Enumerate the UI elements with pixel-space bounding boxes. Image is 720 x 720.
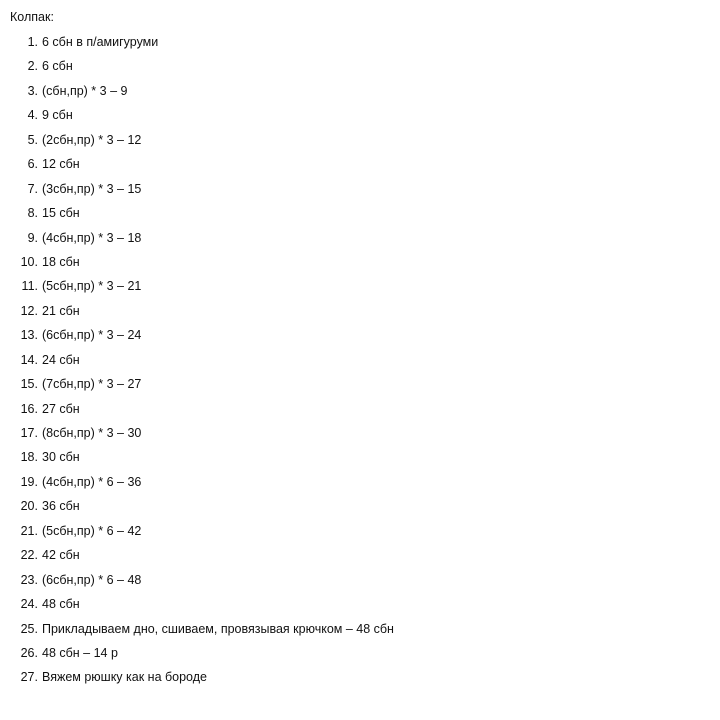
step-text: (6сбн,пр) * 6 – 48 <box>42 572 142 587</box>
step-text: (сбн,пр) * 3 – 9 <box>42 83 128 98</box>
step-number: 1. <box>27 35 38 49</box>
step-text: 6 сбн в п/амигуруми <box>42 35 159 49</box>
step-text: 48 сбн – 14 р <box>42 645 118 660</box>
step-text: 6 сбн <box>42 59 73 74</box>
step-number: 22. <box>20 548 38 563</box>
step-text: (8сбн,пр) * 3 – 30 <box>42 426 142 440</box>
step-number: 11. <box>21 279 38 294</box>
step-number: 25. <box>20 621 38 636</box>
step-text: (6сбн,пр) * 3 – 24 <box>42 328 142 343</box>
step-text: 27 сбн <box>42 401 80 416</box>
step-number: 6. <box>27 157 38 172</box>
step-number: 27. <box>20 670 38 685</box>
step-number: 21. <box>20 523 38 538</box>
step-text: 12 сбн <box>42 157 80 172</box>
step-text: 48 сбн <box>42 597 80 612</box>
step-number: 8. <box>27 206 38 221</box>
step-number: 4. <box>27 108 38 123</box>
step-number: 3. <box>27 83 38 98</box>
step-number: 13. <box>20 328 38 343</box>
step-text: 9 сбн <box>42 108 73 123</box>
step-text: (7сбн,пр) * 3 – 27 <box>42 377 142 392</box>
step-text: 24 сбн <box>42 352 80 367</box>
step-number: 15. <box>20 377 38 392</box>
step-number: 19. <box>20 474 38 489</box>
step-number: 18. <box>20 450 38 465</box>
step-number: 5. <box>27 132 38 147</box>
document-title: Колпак: <box>10 10 54 24</box>
step-text: Прикладываем дно, сшиваем, провязывая крючком – 48 сбн <box>42 621 394 636</box>
step-text: (5сбн,пр) * 3 – 21 <box>42 279 142 294</box>
step-number: 12. <box>20 303 38 318</box>
step-text: (4сбн,пр) * 6 – 36 <box>42 474 142 489</box>
step-number: 17. <box>20 426 38 440</box>
step-number: 7. <box>27 181 38 196</box>
step-text: 30 сбн <box>42 450 80 465</box>
step-number: 10. <box>20 254 38 269</box>
step-text: 36 сбн <box>42 499 80 514</box>
step-number: 14. <box>20 352 38 367</box>
step-number: 9. <box>27 230 38 245</box>
step-number: 16. <box>20 401 38 416</box>
step-number: 23. <box>20 572 38 587</box>
step-text: 15 сбн <box>42 206 80 221</box>
step-number: 24. <box>20 597 38 612</box>
step-text: (3сбн,пр) * 3 – 15 <box>42 181 142 196</box>
step-text: 42 сбн <box>42 548 80 563</box>
step-number: 20. <box>20 499 38 514</box>
step-text: 21 сбн <box>42 303 80 318</box>
step-number: 26. <box>20 645 38 660</box>
step-text: (2сбн,пр) * 3 – 12 <box>42 132 142 147</box>
step-text: Вяжем рюшку как на бороде <box>42 670 207 685</box>
step-number: 2. <box>27 59 38 74</box>
step-text: (5сбн,пр) * 6 – 42 <box>42 523 142 538</box>
step-text: (4сбн,пр) * 3 – 18 <box>42 230 142 245</box>
step-text: 18 сбн <box>42 254 80 269</box>
